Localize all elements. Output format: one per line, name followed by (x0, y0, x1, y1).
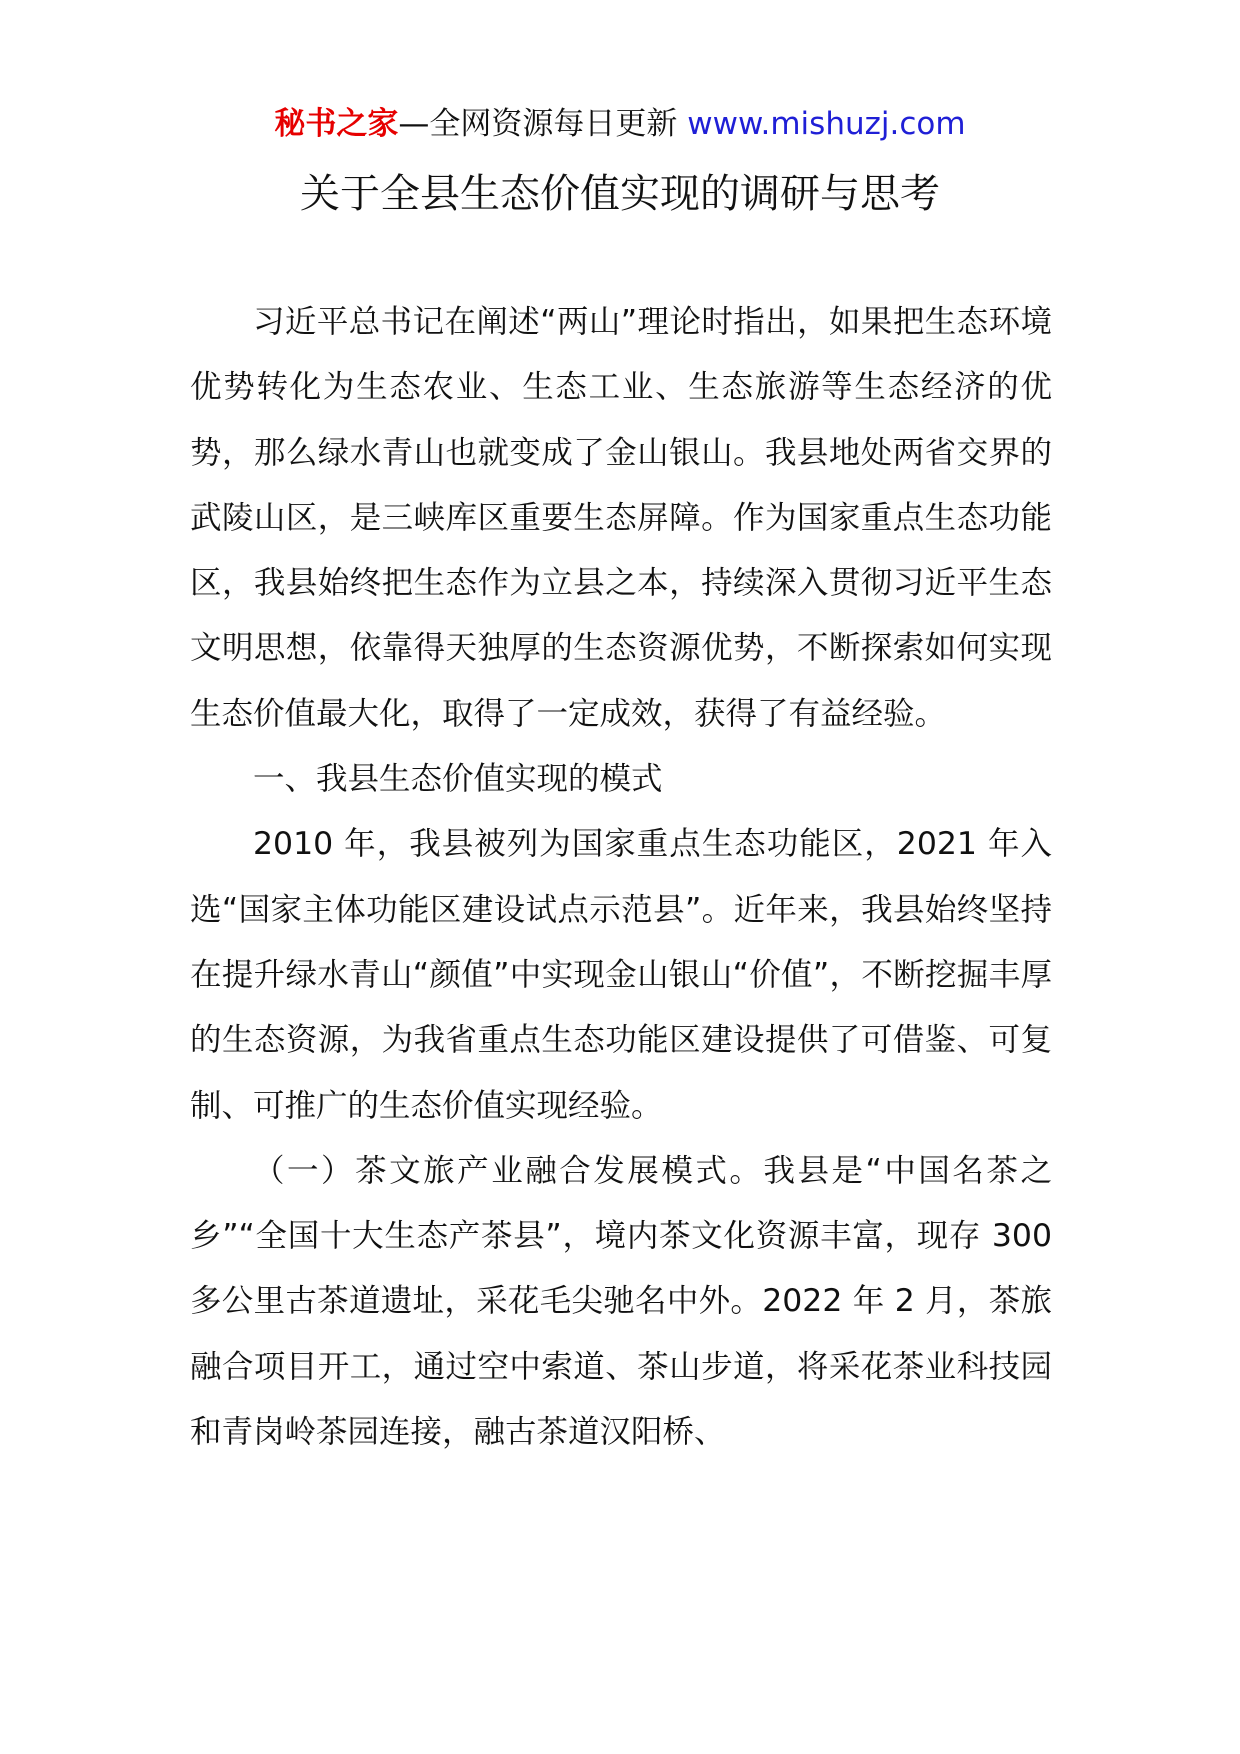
site-url-link[interactable]: www.mishuzj.com (687, 106, 966, 142)
document-body (190, 290, 1052, 1465)
page-title: 关于全县生态价值实现的调研与思考 (300, 171, 940, 217)
site-brand: 秘书之家 (274, 106, 399, 142)
watermark-header (0, 102, 1240, 146)
paragraph-intro: 习近平总书记在阐述“两山”理论时指出，如果把生态环境优势转化为生态农业、生态工业、生态旅游等生态经济的优势，那么绿水青山也就变成了金山银山。我县地处两省交界的武陵山区，是三峡库区重要生态屏障。作为国家重点生态功能区，我县始终把生态作为立县之本，持续深入贯彻习近平生态文明思想，依靠得天独厚的生态资源优势，不断探索如何实现生态价值最大化，取得了一定成效，获得了有益经验。 (190, 304, 1052, 732)
paragraph-section-1: 2010 年，我县被列为国家重点生态功能区，2021 年入选“国家主体功能区建设试点示范县”。近年来，我县始终坚持在提升绿水青山“颜值”中实现金山银山“价值”，不断挖掘丰厚的生态资源，为我省重点生态功能区建设提供了可借鉴、可复制、可推广的生态价值实现经验。 (190, 826, 1052, 1124)
section-heading-1: 一、我县生态价值实现的模式 (253, 761, 663, 798)
paragraph-subsection-1: （一）茶文旅产业融合发展模式。我县是“中国名茶之乡”“全国十大生态产茶县”，境内茶文化资源丰富，现存 300 多公里古茶道遗址，采花毛尖驰名中外。2022 年 2 月，茶旅融合项目开工，通过空中索道、茶山步道，将采花茶业科技园和青岗岭茶园连接，融古茶道汉阳桥、 (190, 1152, 1052, 1451)
site-tagline: —全网资源每日更新 (398, 106, 688, 142)
